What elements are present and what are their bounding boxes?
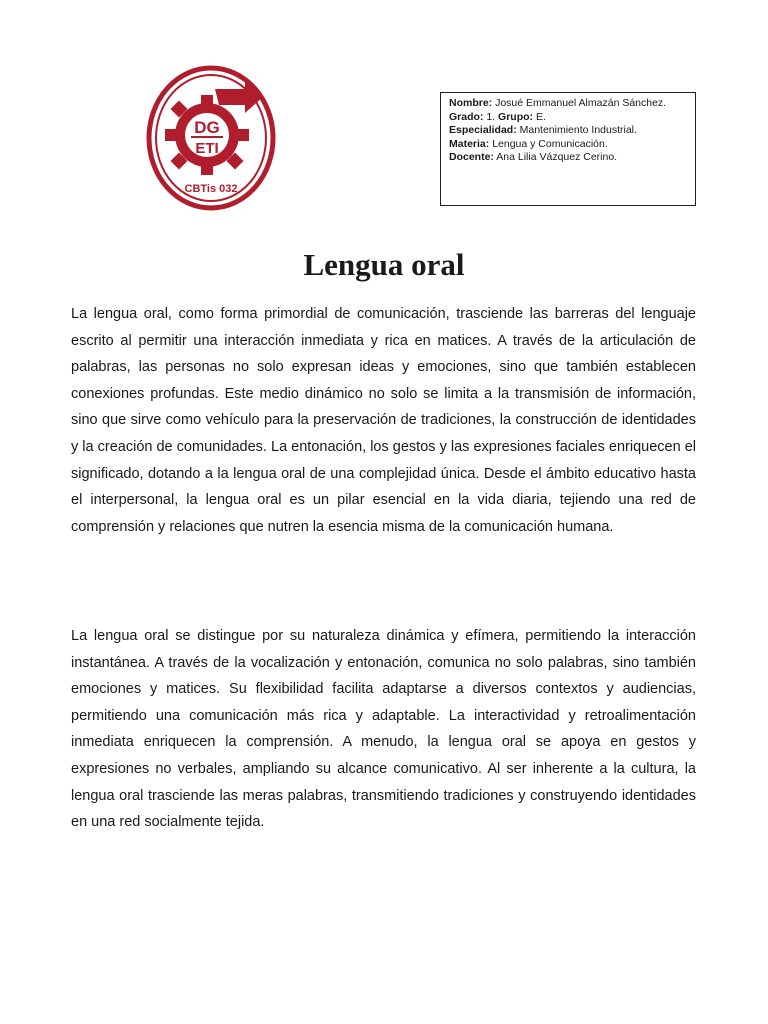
grado-label: Grado: [449, 110, 484, 123]
especialidad-label: Especialidad: [449, 124, 517, 137]
grado-value: 1. [486, 110, 496, 123]
info-nombre-row [449, 97, 687, 111]
docente-label: Docente: [449, 151, 494, 164]
logo-bottom-text: ETI [195, 140, 219, 157]
materia-value: Lengua y Comunicación. [492, 137, 608, 150]
nombre-value: Josué Emmanuel Almazán Sánchez. [495, 97, 667, 109]
info-materia-row [449, 138, 687, 152]
student-info-box [440, 92, 696, 206]
docente-value: Ana Lilia Vázquez Cerino. [496, 151, 618, 164]
info-docente-row [449, 151, 687, 165]
nombre-label: Nombre: [449, 97, 493, 109]
logo-top-text: DG [194, 118, 220, 137]
grupo-value: E. [535, 110, 546, 123]
school-logo [145, 63, 277, 213]
grupo-label: Grupo: [498, 110, 534, 123]
logo-caption: CBTis 032 [184, 183, 238, 195]
document-title: Lengua oral [303, 247, 465, 282]
paragraph-1: La lengua oral, como forma primordial de comunicación, trasciende las barreras del lenguaje escrito al permitir una interacción inmediata y rica en matices. A través de la articulación de palabras, las personas no solo expresan ideas y emociones, sino que también establecen conexiones profundas. Este medio dinámico no solo se limita a la transmisión de información, sino que sirve como vehículo para la preservación de tradiciones, la construcción de identidades y la creación de comunidades. La entonación, los gestos y las expresiones faciales enriquecen el significado, dotando a la lengua oral de una complejidad única. Desde el ámbito educativo hasta el interpersonal, la lengua oral es un pilar esencial en la vida diaria, tejiendo una red de comprensión y relaciones que nutren la esencia misma de la comunicación humana. [71, 306, 696, 535]
info-grado-row [449, 111, 687, 125]
materia-label: Materia: [449, 137, 490, 150]
especialidad-value: Mantenimiento Industrial. [519, 124, 637, 137]
info-especialidad-row [449, 124, 687, 138]
dgeti-cbtis-seal-icon [145, 63, 277, 213]
paragraph-2: La lengua oral se distingue por su naturaleza dinámica y efímera, permitiendo la interacción instantánea. A través de la vocalización y entonación, comunica no solo palabras, sino también emociones y matices. Su flexibilidad facilita adaptarse a diversos contextos y audiencias, permitiendo una comunicación más rica y adaptable. La interactividad y retroalimentación inmediata enriquecen la comprensión. A menudo, la lengua oral se apoya en gestos y expresiones no verbales, ampliando su alcance comunicativo. Al ser inherente a la cultura, la lengua oral trasciende las meras palabras, transmitiendo tradiciones y construyendo identidades en una red socialmente tejida. [71, 628, 696, 831]
